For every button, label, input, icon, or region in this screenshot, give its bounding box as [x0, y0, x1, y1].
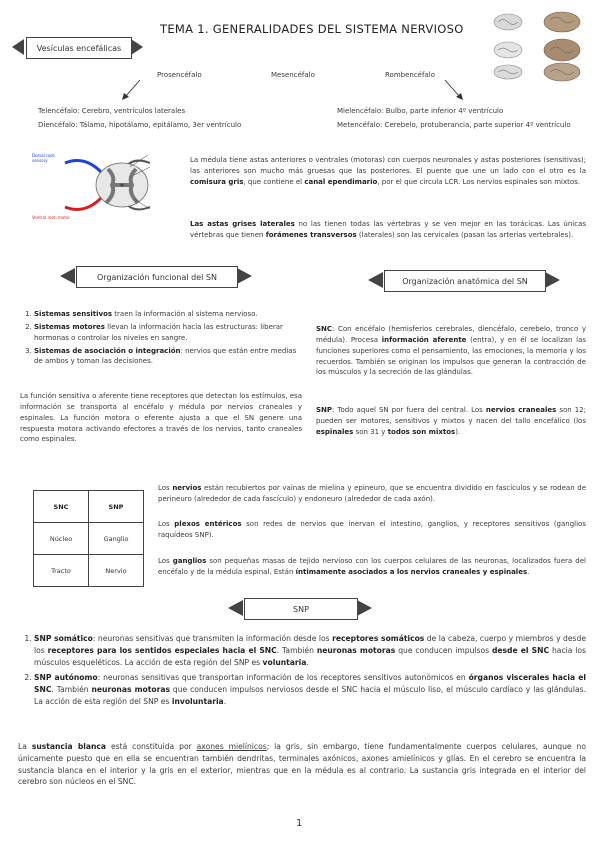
table-row: [34, 523, 144, 555]
plexos-paragraph: Los plexos entéricos son redes de nervios que inervan el intestino, ganglios, y receptores sensitivos (ganglios raquídeos SNP).: [158, 520, 586, 539]
list-item: 2. Sistemas motores llevan la información hacia las estructuras: liberar hormonas o controlar los niveles en sangre.: [34, 322, 300, 344]
list-item: 1. SNP somático: neuronas sensitivas que transmiten la información desde los receptores somáticos de la cabeza, cuerpo y miembros y desde los receptores para los sentidos especiales hacia el SNC. También neuronas motoras que conducen impulsos desde el SNC hacia los músculos esqueléticos. La acción de esta región del SNP es voluntaria.: [34, 633, 586, 668]
banner-funcional-left-tail: [60, 268, 75, 284]
banner-snp-right-tail: [357, 600, 372, 616]
banner-funcional-label: Organización funcional del SN: [97, 272, 217, 282]
banner-anatomica-left-tail: [368, 272, 383, 288]
snc-snp-table: [33, 490, 144, 587]
table-cell: Ganglio: [89, 523, 144, 555]
mielencefalo-text: Mielencéfalo: Bulbo, parte inferior 4º ventrículo: [337, 107, 504, 115]
banner-snp-left-tail: [228, 600, 243, 616]
banner-snp-label: SNP: [293, 604, 309, 614]
prosencefalo-label: Prosencéfalo: [157, 71, 202, 79]
snc-paragraph: SNC: Con encéfalo (hemisferios cerebrales, diencéfalo, cerebelo, tronco y médula). Procesa información aferente (entra), y en él se localizan las funciones superiores como el pensamiento, las emociones, la memoria y los recuerdos. También se originan los impulsos que generan la contracción de los músculos y la secreción de las glándulas.: [316, 325, 587, 377]
medula-paragraph-2: Las astas grises laterales no las tienen todas las vértebras y se ven mejor en las torácicas. Las únicas vértebras que tienen forámenes transversos (laterales) son las cervicales (pasan las arterias vertebrales).: [190, 220, 587, 239]
banner-snp: [244, 598, 358, 620]
nervios-paragraph: Los nervios están recubiertos por vainas de mielina y epineuro, que se encuentra dividido en fascículos y se rodean de perineuro (alrededor de cada fascículo) y endoneuro (alrededor de cada axón).: [158, 484, 587, 503]
medula-paragraph-1: La médula tiene astas anteriores o ventrales (motoras) con cuerpos neuronales y astas posteriores (sensitivas); las anteriores son mucho más gruesas que las posteriores. El puente que une un lado con el otro es la comisura gris, que contiene el canal ependimario, por el que circula LCR. Los nervios espinales son mixtos.: [190, 156, 586, 186]
banner-funcional: [76, 266, 238, 288]
spinal-cord-diagram: [30, 145, 180, 235]
funcional-list: [20, 309, 300, 369]
list-item: 2. SNP autónomo: neuronas sensitivas que transportan información de los receptores sensitivos autonómicos en órganos viscerales hacia el SNC. También neuronas motoras que conducen impulsos nerviosos desde el SNC hacia el músculo liso, el músculo cardíaco y las glándulas. La acción de esta región del SNP es involuntaria.: [34, 672, 586, 707]
table-cell: Nervio: [89, 555, 144, 587]
page-title: TEMA 1. GENERALIDADES DEL SISTEMA NERVIOSO: [160, 22, 464, 36]
snp-paragraph: SNP: Todo aquel SN por fuera del central. Los nervios craneales son 12; pueden ser motores, sensitivos y mixtos y nacen del tallo encefálico (los espinales son 31 y todos son mixtos).: [316, 406, 586, 436]
banner-anatomica-right-tail: [545, 272, 560, 288]
vesiculas-arrows: [0, 0, 600, 110]
funcional-paragraph: La función sensitiva o aferente tiene receptores que detectan los estímulos, esa información se transporta al encéfalo y médula por nervios craneales y espinales. La función motora o eferente ajusta a que el SN genere una respuesta motora activando efectores a través de los nervios, tanto craneales como espinales.: [20, 392, 302, 444]
banner-funcional-right-tail: [237, 268, 252, 284]
mesencefalo-label: Mesencéfalo: [271, 71, 315, 79]
label-sensory-root: Dorsal root, sensory: [32, 153, 56, 163]
table-header: SNP: [89, 491, 144, 523]
label-motor-root: Ventral root, motor: [32, 215, 71, 220]
table-header: SNC: [34, 491, 89, 523]
banner-vesiculas-label: Vesículas encefálicas: [36, 43, 122, 53]
banner-anatomica-label: Organización anatómica del SN: [402, 276, 528, 286]
snp-list: [20, 633, 586, 710]
banner-anatomica: [384, 270, 546, 292]
list-item: 3. Sistemas de asociación o integración: nervios que están entre medias de ambos y toman las decisiones.: [34, 346, 300, 368]
page-number: 1: [296, 818, 303, 829]
telencefalo-text: Telencéfalo: Cerebro, ventrículos laterales: [38, 107, 186, 115]
table-cell: Núcleo: [34, 523, 89, 555]
table-row: [34, 555, 144, 587]
rombencefalo-label: Rombencéfalo: [385, 71, 435, 79]
table-cell: Tracto: [34, 555, 89, 587]
diencefalo-text: Diencéfalo: Tálamo, hipotálamo, epitálamo, 3er ventrículo: [38, 121, 242, 129]
sustancia-paragraph: La sustancia blanca está constituida por axones mielínicos; la gris, sin embargo, tiene fundamentalmente cuerpos celulares, aunque no únicamente puesto que en ella se encuentran también dendritas, terminales axónicos, axones amielínicos y glías. En el cerebro se encuentra la sustancia blanca en el interior y la gris en el exterior, mientras que en la médula es al contrario. La sustancia gris integrada en el interior del cerebro son núcleos en el SNC.: [18, 742, 586, 787]
list-item: 1. Sistemas sensitivos traen la información al sistema nervioso.: [34, 309, 300, 320]
metencefalo-text: Metencéfalo: Cerebelo, protuberancia, parte superior 4º ventrículo: [337, 121, 571, 129]
ganglios-paragraph: Los ganglios son pequeñas masas de tejido nervioso con los cuerpos celulares de las neuronas, localizados fuera del encéfalo y de la médula espinal. Están íntimamente asociados a los nervios craneales y espinales.: [158, 557, 586, 576]
